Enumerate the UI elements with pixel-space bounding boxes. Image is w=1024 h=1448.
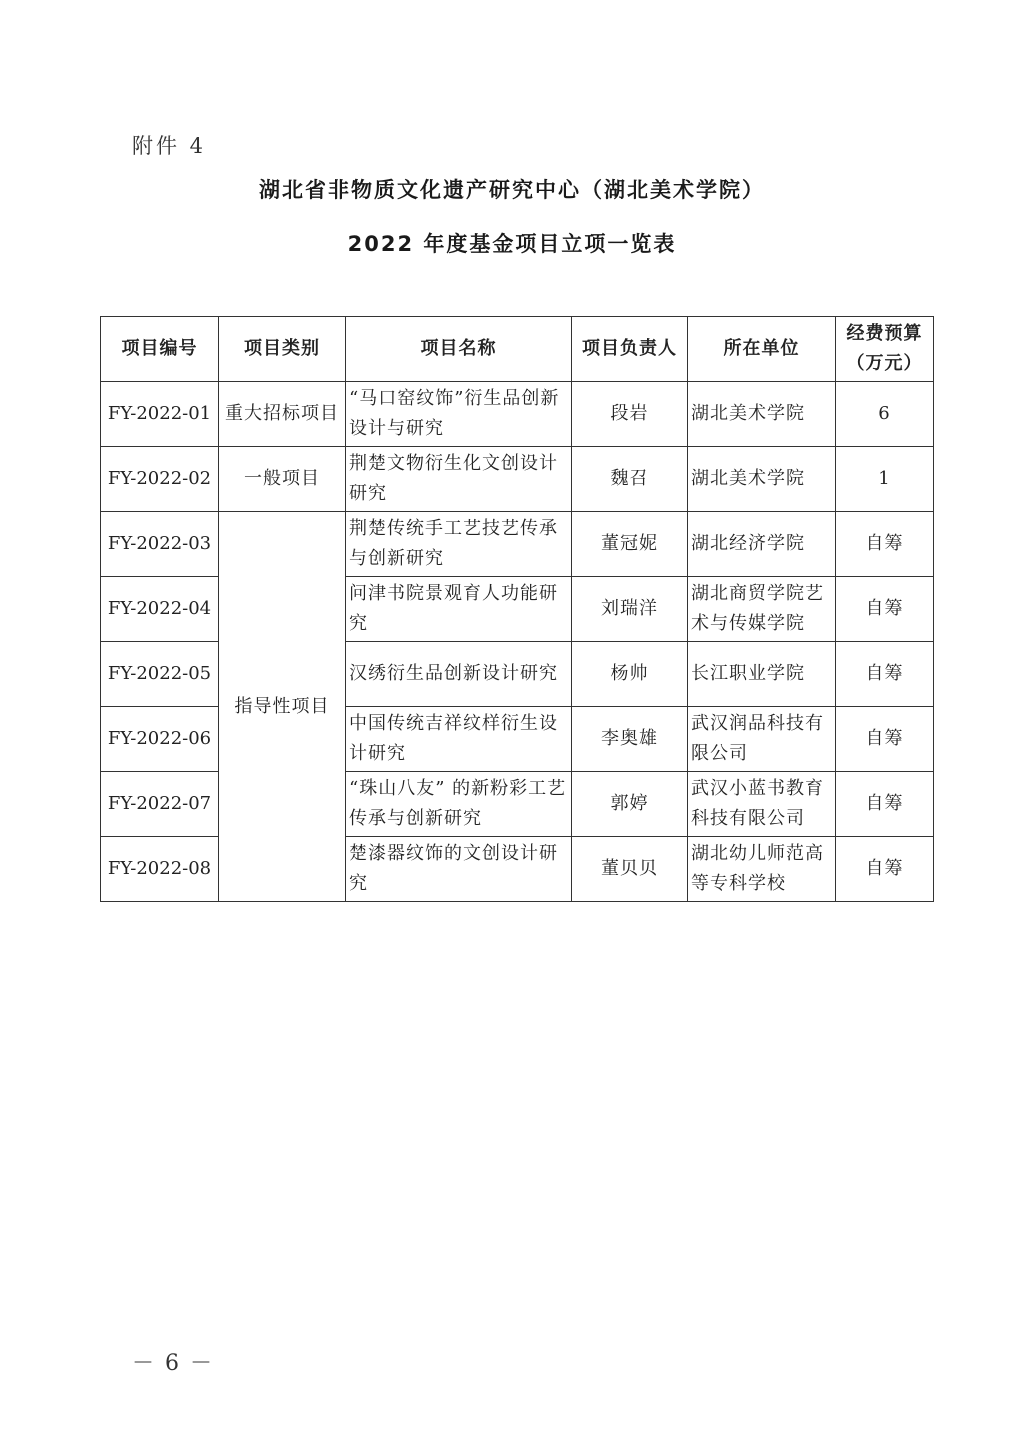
column-header-leader: 项目负责人 [572,317,688,382]
project-unit: 湖北经济学院 [688,512,836,577]
project-leader: 郭婷 [572,772,688,837]
project-name: 问津书院景观育人功能研究 [346,577,572,642]
project-leader: 董贝贝 [572,837,688,902]
table-header-row [101,317,934,382]
project-budget: 1 [836,447,934,512]
project-unit: 湖北商贸学院艺术与传媒学院 [688,577,836,642]
column-header-name: 项目名称 [346,317,572,382]
project-leader: 李奥雄 [572,707,688,772]
table-row [101,447,934,512]
page-number: － 6 － [132,1351,214,1376]
project-code: FY-2022-05 [101,642,219,707]
project-unit: 武汉润品科技有限公司 [688,707,836,772]
column-header-unit: 所在单位 [688,317,836,382]
project-budget: 自筹 [836,837,934,902]
project-leader: 杨帅 [572,642,688,707]
project-code: FY-2022-03 [101,512,219,577]
document-title-line-1: 湖北省非物质文化遗产研究中心（湖北美术学院） [259,178,765,202]
project-unit: 长江职业学院 [688,642,836,707]
project-name: 荆楚传统手工艺技艺传承与创新研究 [346,512,572,577]
project-budget: 自筹 [836,512,934,577]
project-category: 重大招标项目 [219,382,346,447]
project-budget: 自筹 [836,642,934,707]
project-leader: 魏召 [572,447,688,512]
project-name: 荆楚文物衍生化文创设计研究 [346,447,572,512]
project-leader: 董冠妮 [572,512,688,577]
project-code: FY-2022-02 [101,447,219,512]
project-budget: 6 [836,382,934,447]
project-leader: 段岩 [572,382,688,447]
project-name: 楚漆器纹饰的文创设计研究 [346,837,572,902]
project-unit: 湖北美术学院 [688,382,836,447]
project-code: FY-2022-01 [101,382,219,447]
attachment-label: 附件 4 [132,134,207,158]
budget-header-line1: 经费预算 [846,323,923,344]
project-table [100,316,934,902]
project-category: 一般项目 [219,447,346,512]
project-category-merged: 指导性项目 [219,512,346,902]
project-code: FY-2022-04 [101,577,219,642]
table-row [101,382,934,447]
project-code: FY-2022-07 [101,772,219,837]
table-row [101,512,934,577]
project-unit: 武汉小蓝书教育科技有限公司 [688,772,836,837]
project-code: FY-2022-08 [101,837,219,902]
project-name: “马口窑纹饰”衍生品创新设计与研究 [346,382,572,447]
column-header-category: 项目类别 [219,317,346,382]
project-unit: 湖北幼儿师范高等专科学校 [688,837,836,902]
document-title-line-2: 2022 年度基金项目立项一览表 [347,232,677,256]
project-leader: 刘瑞洋 [572,577,688,642]
project-name: 中国传统吉祥纹样衍生设计研究 [346,707,572,772]
project-name: 汉绣衍生品创新设计研究 [346,642,572,707]
project-unit: 湖北美术学院 [688,447,836,512]
project-budget: 自筹 [836,772,934,837]
project-name: “珠山八友” 的新粉彩工艺传承与创新研究 [346,772,572,837]
project-budget: 自筹 [836,577,934,642]
column-header-code: 项目编号 [101,317,219,382]
budget-header-line2: （万元） [846,353,923,374]
project-budget: 自筹 [836,707,934,772]
column-header-budget [836,317,934,382]
project-code: FY-2022-06 [101,707,219,772]
